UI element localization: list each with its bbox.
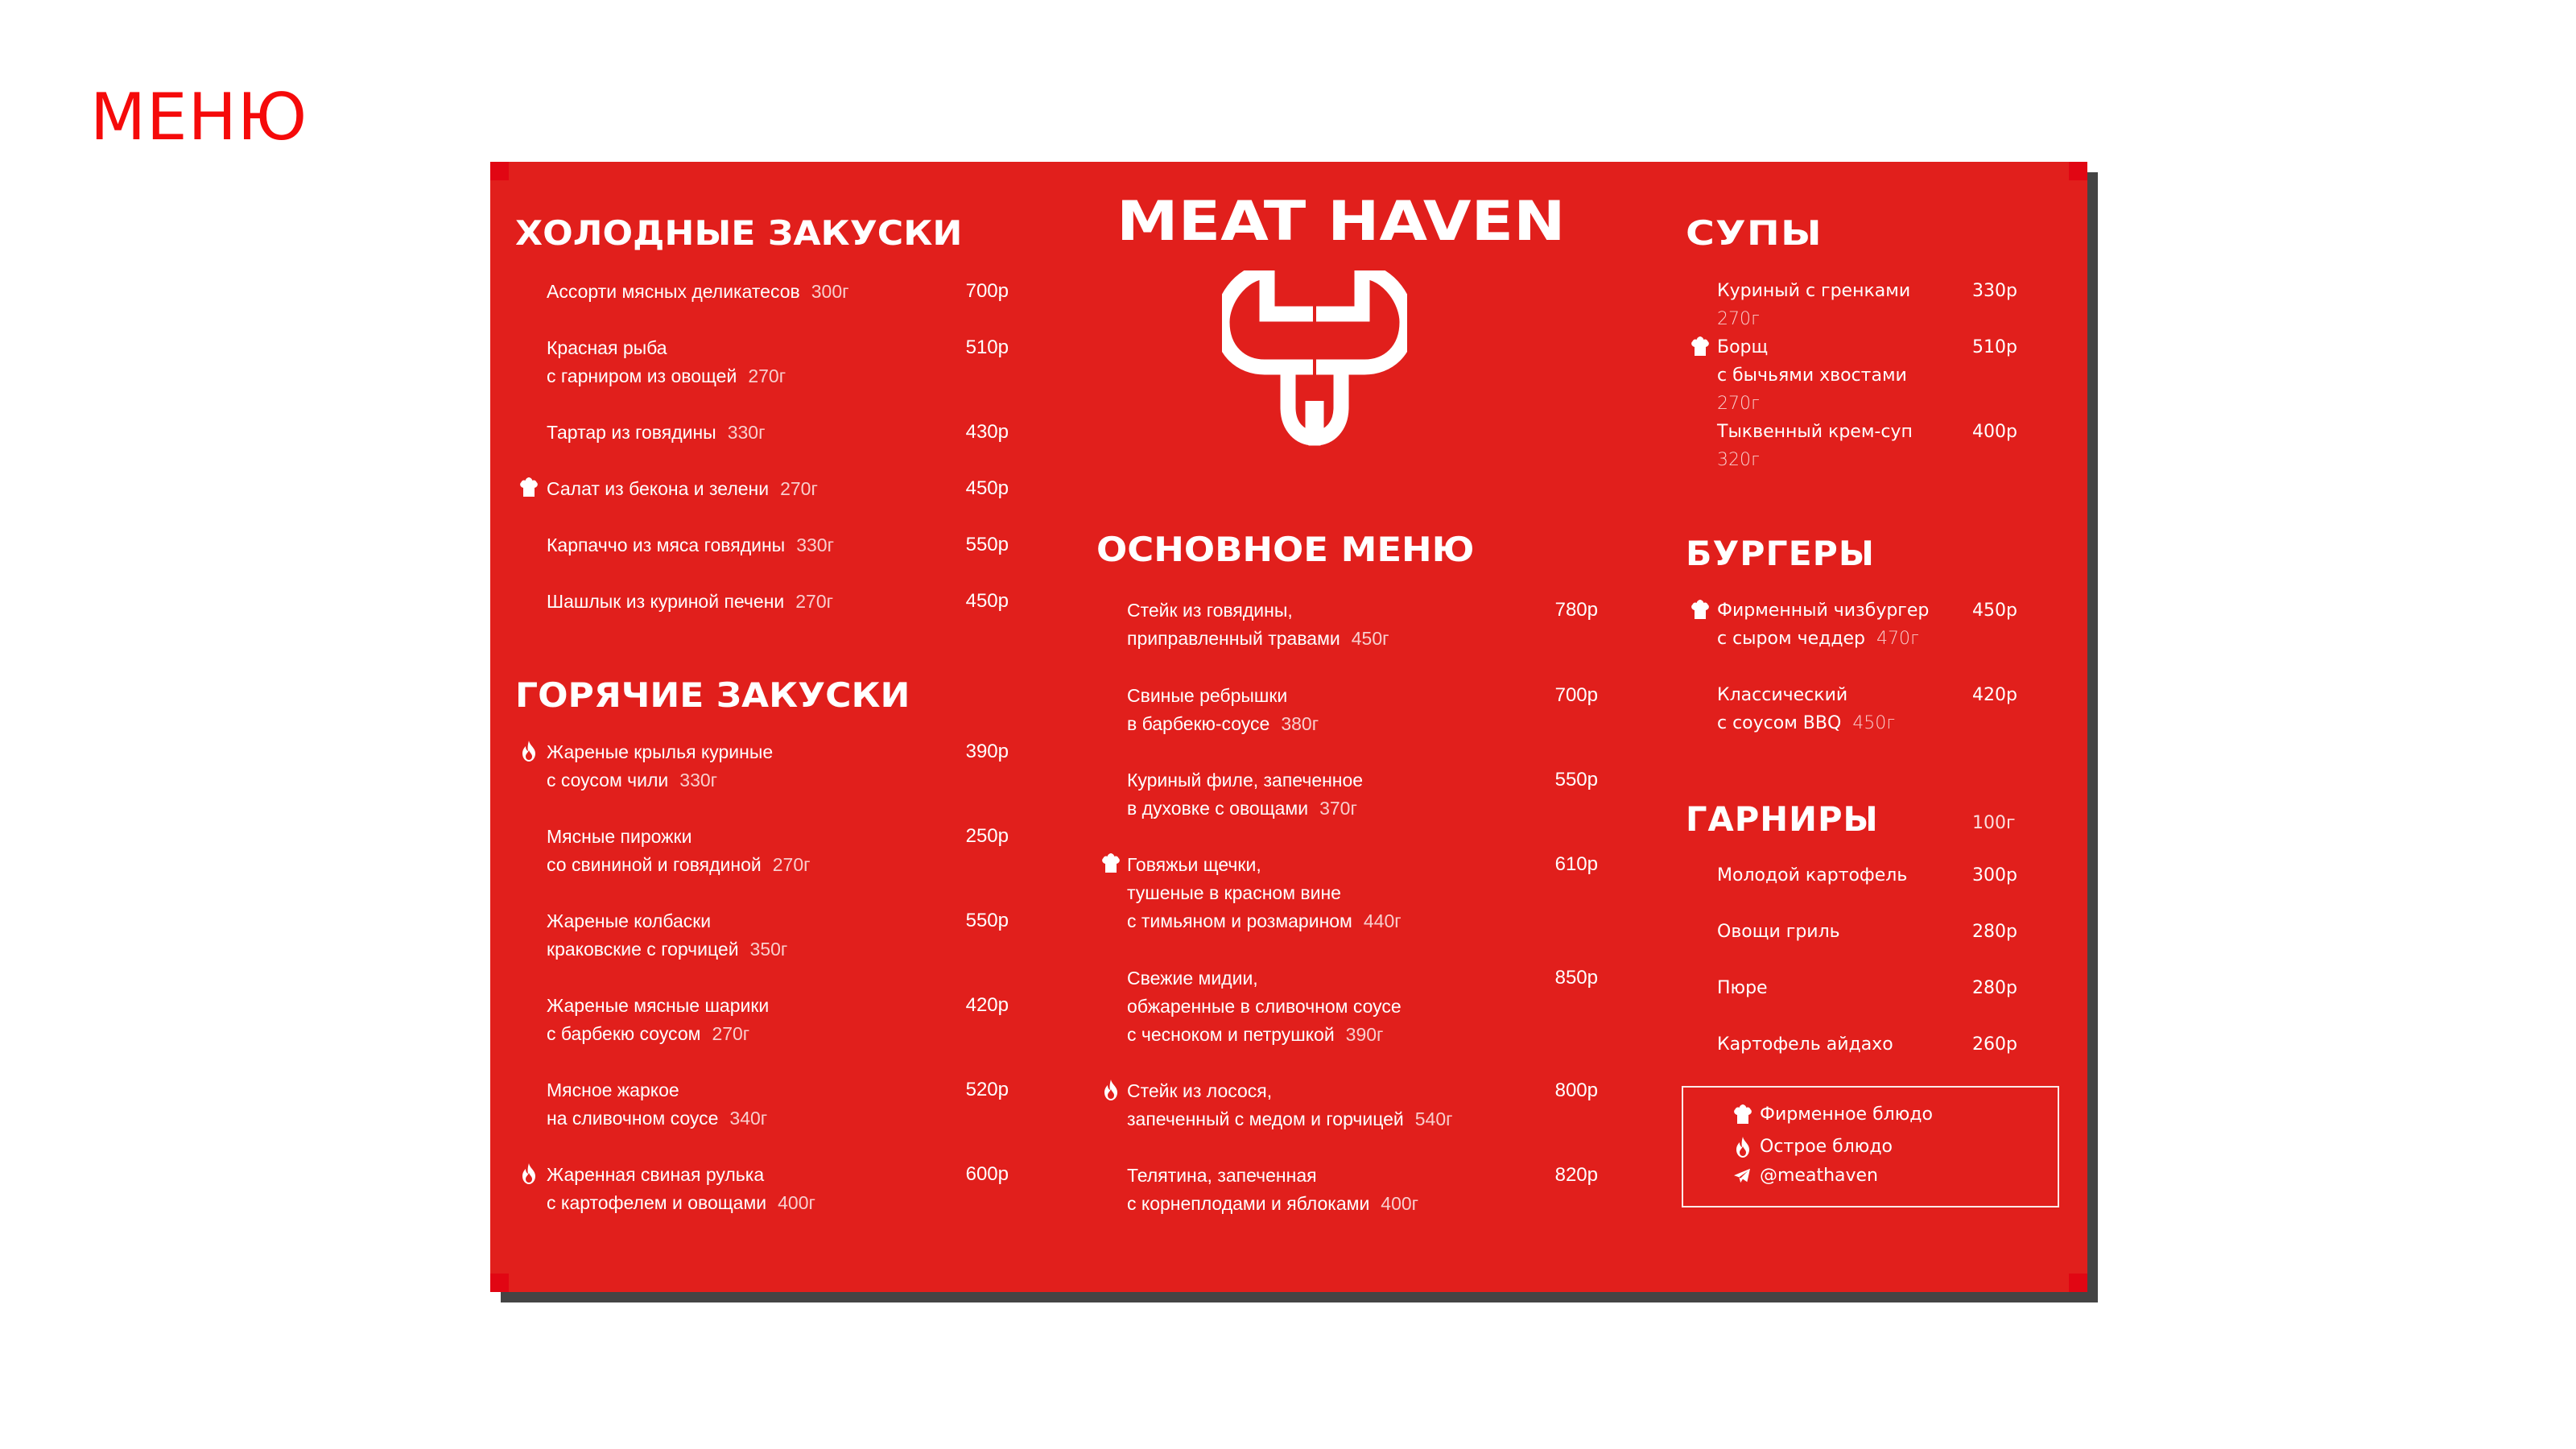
chef-hat-icon bbox=[1690, 336, 1710, 357]
menu-item-name: Тыквенный крем-суп bbox=[1717, 422, 1913, 442]
menu-item-price: 450р bbox=[965, 590, 1009, 612]
section-heading-burgers: БУРГЕРЫ bbox=[1686, 534, 1875, 573]
menu-item-name: Жареные мясные шарики bbox=[547, 995, 770, 1016]
menu-item-name: Шашлык из куриной печени bbox=[547, 591, 785, 612]
menu-item-price: 280р bbox=[1972, 922, 2017, 942]
menu-item-name: с гарниром из овощей bbox=[547, 365, 737, 386]
menu-item-line bbox=[1127, 796, 1357, 820]
menu-item-weight: 400г bbox=[1381, 1193, 1419, 1214]
weight-value: 270г bbox=[1717, 394, 1760, 414]
menu-item-name: тушеные в красном вине bbox=[1127, 882, 1341, 903]
menu-item-name: с барбекю соусом bbox=[547, 1023, 701, 1044]
chef-hat-icon bbox=[1690, 600, 1710, 621]
bull-head-icon bbox=[1222, 270, 1407, 446]
menu-item-line bbox=[547, 336, 667, 360]
menu-item-weight: 470г bbox=[1876, 629, 1919, 649]
menu-item-line bbox=[1127, 683, 1287, 708]
menu-item-price: 780р bbox=[1554, 599, 1598, 621]
menu-item-line bbox=[1717, 279, 1910, 303]
menu-item-line bbox=[1717, 712, 1895, 736]
menu-item-weight bbox=[1717, 392, 1760, 416]
menu-item-name: Куриный филе, запеченное bbox=[1127, 770, 1364, 791]
menu-item-name: Тартар из говядины bbox=[547, 422, 716, 443]
flame-icon bbox=[1101, 1080, 1121, 1100]
menu-item-weight: 270г bbox=[712, 1023, 750, 1044]
menu-item-line bbox=[1717, 599, 1929, 623]
menu-item-weight: 440г bbox=[1363, 910, 1402, 931]
menu-item-price: 600р bbox=[965, 1163, 1009, 1185]
menu-item-price: 250р bbox=[965, 825, 1009, 847]
menu-item-weight: 330г bbox=[679, 770, 718, 791]
section-heading-main: ОСНОВНОЕ МЕНЮ bbox=[1096, 530, 1475, 569]
menu-item-name: Картофель айдахо bbox=[1717, 1034, 1893, 1055]
menu-item-line bbox=[1717, 1033, 1893, 1057]
menu-item-line bbox=[547, 993, 769, 1018]
menu-item-weight: 270г bbox=[795, 591, 834, 612]
menu-item-line bbox=[547, 1078, 679, 1102]
menu-item-weight: 330г bbox=[727, 422, 766, 443]
menu-item-name: Карпаччо из мяса говядины bbox=[547, 535, 786, 555]
menu-item-weight: 340г bbox=[729, 1108, 768, 1129]
menu-item-line bbox=[547, 1022, 749, 1046]
menu-item-line bbox=[1717, 920, 1840, 944]
flame-icon bbox=[1733, 1137, 1752, 1158]
menu-item-price: 700р bbox=[1554, 684, 1598, 706]
menu-item-name: с сыром чеддер bbox=[1717, 629, 1866, 649]
menu-item-line bbox=[547, 824, 691, 848]
menu-item-line bbox=[547, 1191, 815, 1215]
menu-item-name: Мясные пирожки bbox=[547, 826, 692, 847]
telegram-handle-link[interactable]: @meathaven bbox=[1760, 1166, 1878, 1186]
menu-item-name: Классический bbox=[1717, 685, 1848, 705]
menu-item-line bbox=[1127, 881, 1341, 905]
menu-item-line bbox=[1127, 598, 1293, 622]
menu-item-line bbox=[1127, 966, 1258, 990]
menu-item-name: Молодой картофель bbox=[1717, 865, 1908, 886]
menu-item-line bbox=[1717, 627, 1919, 651]
menu-item-price: 430р bbox=[965, 421, 1009, 443]
menu-item-name: Жаренная свиная рулька bbox=[547, 1164, 765, 1185]
menu-item-price: 520р bbox=[965, 1079, 1009, 1100]
menu-item-price: 510р bbox=[1972, 337, 2017, 357]
menu-item-price: 800р bbox=[1554, 1080, 1598, 1101]
section-heading-soups: СУПЫ bbox=[1686, 213, 1823, 253]
menu-item-line bbox=[1127, 852, 1261, 877]
menu-item-price: 330р bbox=[1972, 281, 2017, 301]
corner-mark bbox=[490, 1274, 509, 1292]
menu-item-name: Телятина, запеченная bbox=[1127, 1165, 1317, 1186]
menu-item-price: 390р bbox=[965, 741, 1009, 762]
menu-item-name: в барбекю-соусе bbox=[1127, 713, 1270, 734]
menu-item-line bbox=[547, 937, 787, 961]
menu-item-price: 850р bbox=[1554, 967, 1598, 989]
menu-item-line bbox=[1717, 976, 1768, 1001]
menu-item-name: Стейк из лосося, bbox=[1127, 1080, 1273, 1101]
menu-item-name: Красная рыба bbox=[547, 337, 667, 358]
section-heading-sides: ГАРНИРЫ bbox=[1686, 799, 1879, 839]
menu-item-name: со свининой и говядиной bbox=[547, 854, 762, 875]
menu-item-line bbox=[547, 852, 811, 877]
menu-item-price: 700р bbox=[965, 280, 1009, 302]
menu-item-price: 280р bbox=[1972, 978, 2017, 998]
menu-item-price: 260р bbox=[1972, 1034, 2017, 1055]
menu-item-price: 550р bbox=[965, 910, 1009, 931]
flame-icon bbox=[519, 741, 539, 762]
page-title: МЕНЮ bbox=[90, 80, 308, 155]
menu-item-line bbox=[547, 279, 849, 303]
menu-item-name: Овощи гриль bbox=[1717, 922, 1840, 942]
menu-item-name: Стейк из говядины, bbox=[1127, 600, 1293, 621]
menu-item-price: 820р bbox=[1554, 1164, 1598, 1186]
weight-value: 270г bbox=[1717, 309, 1760, 329]
menu-item-name: с чесноком и петрушкой bbox=[1127, 1024, 1335, 1045]
menu-item-line bbox=[547, 740, 773, 764]
menu-item-weight: 350г bbox=[749, 939, 788, 960]
flame-icon bbox=[519, 1163, 539, 1184]
menu-item-name: обжаренные в сливочном соусе bbox=[1127, 996, 1402, 1017]
menu-item-name: Жареные колбаски bbox=[547, 910, 712, 931]
chef-hat-icon bbox=[1733, 1104, 1752, 1125]
menu-item-line bbox=[1127, 1163, 1317, 1187]
menu-item-name: Мясное жаркое bbox=[547, 1080, 679, 1100]
menu-item-line bbox=[547, 1106, 767, 1130]
menu-item-weight bbox=[1717, 308, 1760, 332]
menu-item-line bbox=[547, 589, 833, 613]
menu-item-name: с корнеплодами и яблоками bbox=[1127, 1193, 1370, 1214]
menu-item-line bbox=[547, 477, 818, 501]
menu-item-price: 510р bbox=[965, 336, 1009, 358]
menu-item-weight: 390г bbox=[1345, 1024, 1384, 1045]
menu-item-line bbox=[547, 768, 717, 792]
menu-item-line bbox=[1127, 1079, 1272, 1103]
menu-item-line bbox=[1717, 864, 1907, 888]
menu-item-line bbox=[1717, 336, 1768, 360]
menu-item-name: Борщ bbox=[1717, 337, 1769, 357]
menu-item-price: 420р bbox=[965, 994, 1009, 1016]
menu-item-line bbox=[1127, 1191, 1418, 1216]
menu-item-name: с бычьями хвостами bbox=[1717, 365, 1907, 386]
menu-item-weight: 400г bbox=[778, 1192, 815, 1213]
menu-item-price: 450р bbox=[1972, 601, 2017, 621]
menu-card bbox=[490, 162, 2087, 1292]
corner-mark bbox=[2069, 1274, 2087, 1292]
weight-value: 320г bbox=[1717, 450, 1760, 470]
section-heading-hot: ГОРЯЧИЕ ЗАКУСКИ bbox=[515, 675, 910, 715]
menu-item-line bbox=[1717, 364, 1907, 388]
chef-hat-icon bbox=[519, 477, 539, 498]
menu-item-line bbox=[1127, 994, 1402, 1018]
menu-item-name: с соусом чили bbox=[547, 770, 669, 791]
menu-item-weight: 300г bbox=[811, 281, 849, 302]
menu-item-line bbox=[1127, 1022, 1383, 1046]
menu-item-weight: 450г bbox=[1852, 713, 1896, 733]
menu-item-name: запеченный с медом и горчицей bbox=[1127, 1108, 1404, 1129]
menu-item-weight: 380г bbox=[1281, 713, 1319, 734]
menu-item-line bbox=[1127, 909, 1402, 933]
menu-item-line bbox=[1127, 1107, 1453, 1131]
menu-item-name: Свиные ребрышки bbox=[1127, 685, 1288, 706]
menu-item-name: Говяжьи щечки, bbox=[1127, 854, 1261, 875]
menu-item-name: на сливочном соусе bbox=[547, 1108, 719, 1129]
menu-item-line bbox=[547, 1162, 764, 1187]
menu-item-price: 420р bbox=[1972, 685, 2017, 705]
menu-item-name: Ассорти мясных деликатесов bbox=[547, 281, 800, 302]
menu-item-name: Салат из бекона и зелени bbox=[547, 478, 770, 499]
menu-item-line bbox=[547, 420, 765, 444]
menu-item-weight: 330г bbox=[796, 535, 834, 555]
chef-hat-icon bbox=[1101, 853, 1121, 874]
menu-item-name: Пюре bbox=[1717, 978, 1768, 998]
section-heading-cold: ХОЛОДНЫЕ ЗАКУСКИ bbox=[515, 213, 963, 253]
telegram-icon[interactable] bbox=[1733, 1168, 1751, 1184]
menu-item-line bbox=[1127, 768, 1363, 792]
section-weight-note: 100г bbox=[1972, 813, 2016, 833]
menu-item-line bbox=[1127, 626, 1389, 650]
brand-name: MEAT HAVEN bbox=[1117, 190, 1566, 254]
menu-item-name: с тимьяном и розмарином bbox=[1127, 910, 1352, 931]
menu-item-price: 300р bbox=[1972, 865, 2017, 886]
menu-item-name: приправленный травами bbox=[1127, 628, 1340, 649]
menu-item-name: Фирменный чизбургер bbox=[1717, 601, 1930, 621]
menu-item-weight: 270г bbox=[780, 478, 818, 499]
legend-label: Острое блюдо bbox=[1760, 1137, 1893, 1157]
menu-item-name: с картофелем и овощами bbox=[547, 1192, 767, 1213]
corner-mark bbox=[490, 162, 509, 180]
menu-item-weight: 370г bbox=[1319, 798, 1357, 819]
menu-item-price: 550р bbox=[1554, 769, 1598, 791]
menu-item-name: в духовке с овощами bbox=[1127, 798, 1309, 819]
menu-item-name: Свежие мидии, bbox=[1127, 968, 1258, 989]
menu-item-price: 450р bbox=[965, 477, 1009, 499]
menu-item-price: 400р bbox=[1972, 422, 2017, 442]
menu-item-line bbox=[1127, 712, 1319, 736]
legend-label: Фирменное блюдо bbox=[1760, 1104, 1933, 1125]
menu-item-name: Жареные крылья куриные bbox=[547, 741, 774, 762]
menu-item-line bbox=[547, 364, 786, 388]
menu-item-price: 610р bbox=[1554, 853, 1598, 875]
menu-item-weight: 450г bbox=[1351, 628, 1389, 649]
menu-item-line bbox=[547, 909, 711, 933]
menu-item-line bbox=[1717, 420, 1913, 444]
menu-item-weight: 540г bbox=[1414, 1108, 1453, 1129]
corner-mark bbox=[2069, 162, 2087, 180]
menu-item-name: с соусом BBQ bbox=[1717, 713, 1842, 733]
menu-item-line bbox=[547, 533, 834, 557]
menu-item-weight: 270г bbox=[748, 365, 786, 386]
menu-item-weight: 270г bbox=[772, 854, 811, 875]
menu-item-name: Куриный с гренками bbox=[1717, 281, 1911, 301]
menu-item-price: 550р bbox=[965, 534, 1009, 555]
menu-item-name: краковские с горчицей bbox=[547, 939, 739, 960]
menu-item-weight bbox=[1717, 448, 1760, 473]
menu-item-line bbox=[1717, 683, 1847, 708]
